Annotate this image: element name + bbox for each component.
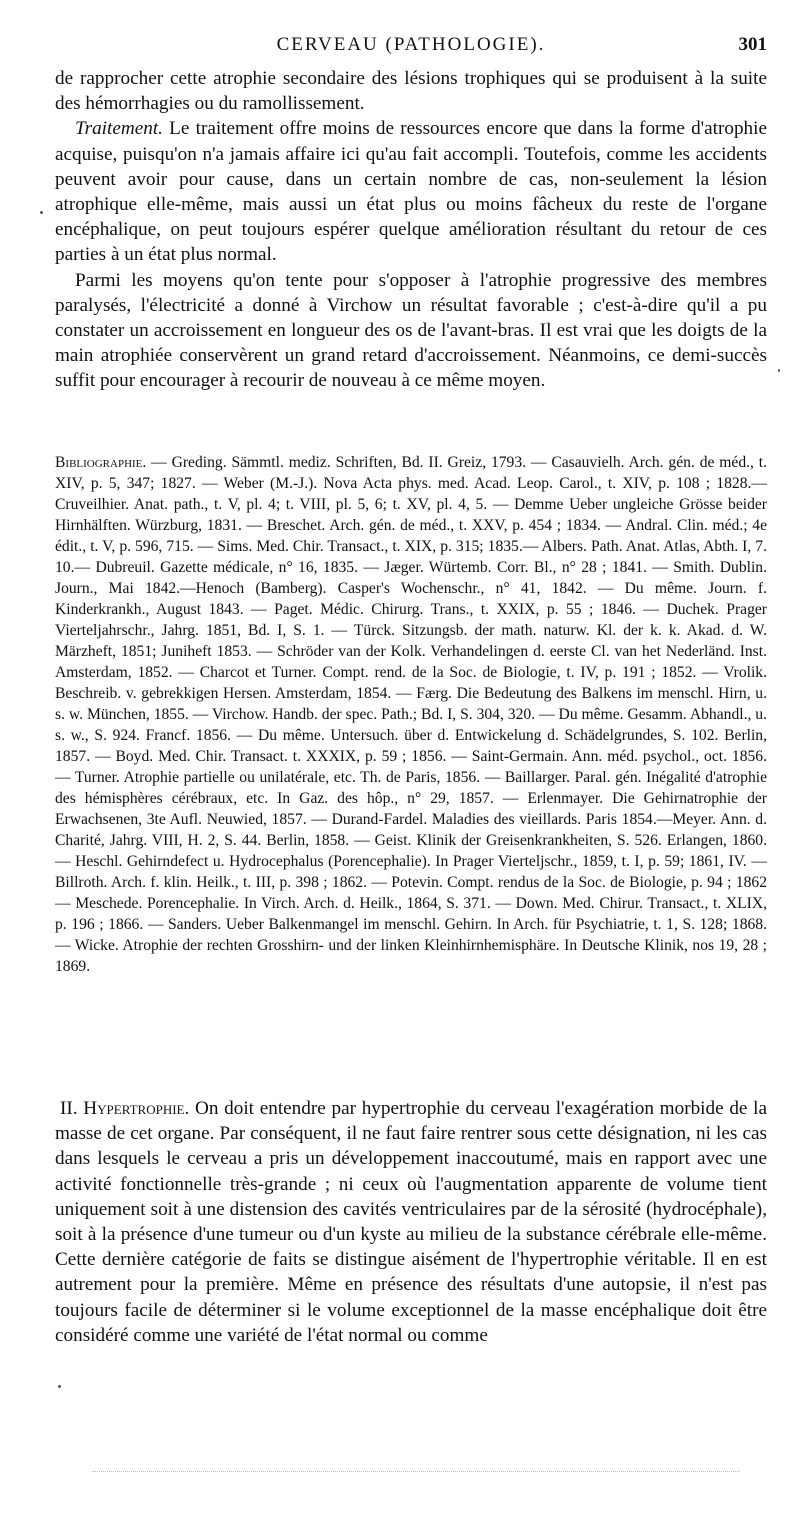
page-number: 301 (738, 34, 767, 55)
paragraph-treatment (55, 116, 767, 267)
ink-speck (778, 369, 780, 372)
bibliography-label: Bibliographie. (55, 454, 147, 471)
section-text: On doit entendre par hypertrophie du cerveau l'exagération morbide de la masse de cet organe. Par conséquent, il ne faut faire rentrer sous cette désignation, ni les cas dans lesquels le cerveau a pris un développement inaccoutumé, mais en rapport avec une activité fonctionnelle très-grande ; ni ceux où l'augmentation apparente de volume tient uniquement soit à une distension des cavités ventriculaires par de la sérosité (hydrocéphale), soit à la présence d'une tumeur ou d'un kyste au milieu de la substance cérébrale elle-même. Cette dernière catégorie de faits se distingue aisément de l'hypertrophie véritable. Il en est autrement pour la première. Même en présence des résultats d'une autopsie, il n'est pas toujours facile de déterminer si le volume exceptionnel de la masse encéphalique doit être considéré comme une variété de l'état normal ou comme (55, 1098, 767, 1346)
running-title: CERVEAU (PATHOLOGIE). (276, 34, 546, 55)
treatment-text: Le traitement offre moins de ressources encore que dans la forme d'atrophie acquise, puisqu'on n'a jamais affaire ici qu'au fait accompli. Toutefois, comme les accidents peuvent avoir pour cause, dans un certain nombre de cas, non-seulement la lésion atrophique elle-même, mais aussi un état plus ou moins fâcheux du reste de l'organe encéphalique, on peut toujours espérer quelque amélioration résultant du retour de ces parties à un état plus normal. (55, 118, 767, 266)
treatment-label: Traitement. (75, 118, 163, 140)
scan-artifact-line (92, 1471, 740, 1472)
page-header (55, 34, 767, 60)
ink-speck (58, 1385, 61, 1388)
bibliography-text: — Greding. Sämmtl. mediz. Schriften, Bd. II. Greiz, 1793. — Casauvielh. Arch. gén. de méd., t. XIV, p. 5, 347; 1827. — Weber (M.-J.). Nova Acta phys. med. Acad. Leop. Carol., t. XIV, p. 108 ; 1828.— Cruveilhier. Anat. path., t. V, pl. 4; t. VIII, pl. 5, 6; t. XV, pl. 4, 5. — Demme Ueber ungleiche Grösse beider Hirnhälften. Würzburg, 1831. — Breschet. Arch. gén. de méd., t. XXV, p. 454 ; 1834. — Andral. Clin. méd.; 4e édit., t. V, p. 596, 715. — Sims. Med. Chir. Transact., t. XIX, p. 315; 1835.— Albers. Path. Anat. Atlas, Abth. I, 7. 10.— Dubreuil. Gazette médicale, n° 16, 1835. — Jæger. Würtemb. Corr. Bl., n° 28 ; 1841. — Smith. Dublin. Journ., Mai 1842.—Henoch (Bamberg). Casper's Wochenschr., n° 41, 1842. — Du même. Journ. f. Kinderkrankh., August 1843. — Paget. Médic. Chirurg. Trans., t. XXIX, p. 55 ; 1846. — Duchek. Prager Vierteljahrschr., Jahrg. 1851, Bd. I, S. 1. — Türck. Sitzungsb. der math. naturw. Kl. der k. k. Akad. d. W. Märzheft, 1851; Juniheft 1853. — Schröder van der Kolk. Verhandelingen d. eerste Cl. van het Nederländ. Inst. Amsterdam, 1852. — Charcot et Turner. Compt. rend. de la Soc. de Biologie, t. IV, p. 191 ; 1852. — Vrolik. Beschreib. v. gebrekkigen Hersen. Amsterdam, 1854. — Færg. Die Bedeutung des Balkens im menschl. Hirn, u. s. w. München, 1855. — Virchow. Handb. der spec. Path.; Bd. I, S. 304, 320. — Du même. Gesamm. Abhandl., u. s. w., S. 924. Francf. 1856. — Du même. Untersuch. über d. Entwickelung d. Schädelgrundes, S. 102. Berlin, 1857. — Boyd. Med. Chir. Transact. t. XXXIX, p. 59 ; 1856. — Saint-Germain. Ann. méd. psychol., oct. 1856. — Turner. Atrophie partielle ou unilatérale, etc. Th. de Paris, 1856. — Baillarger. Paral. gén. Inégalité d'atrophie des hémisphères cérébraux, etc. In Gaz. des hôp., n° 29, 1857. — Erlenmayer. Die Gehirnatrophie der Erwachsenen, 3te Aufl. Neuwied, 1857. — Durand-Fardel. Maladies des vieillards. Paris 1854.—Meyer. Ann. d. Charité, Jahrg. VIII, H. 2, S. 44. Berlin, 1858. — Geist. Klinik der Greisenkrankheiten, S. 526. Erlangen, 1860. — Heschl. Gehirndefect u. Hydrocephalus (Porencephalie). In Prager Vierteljschr., 1859, t. I, p. 59; 1861, IV. — Billroth. Arch. f. klin. Heilk., t. III, p. 398 ; 1862. — Potevin. Compt. rendus de la Soc. de Biologie, p. 94 ; 1862 — Meschede. Porencephalie. In Virch. Arch. d. Heilk., 1864, S. 371. — Down. Med. Chirur. Transact., t. XLIX, p. 196 ; 1866. — Sanders. Ueber Balkenmangel im menschl. Gehirn. In Arch. für Psychiatrie, t. 1, S. 128; 1868. — Wicke. Atrophie der rechten Grosshirn- und der linken Kleinhirnhemisphäre. In Deutsche Klinik, nos 19, 28 ; 1869. (55, 454, 767, 975)
paragraph-electricity: Parmi les moyens qu'on tente pour s'opposer à l'atrophie progressive des membres paralysés, l'électricité a donné à Virchow un résultat favorable ; c'est-à-dire qu'il a pu constater un accroissement en longueur des os de l'avant-bras. Il est vrai que les doigts de la main atrophiée conservèrent un grand retard d'accroissement. Néanmoins, ce demi-succès suffit pour encourager à recourir de nouveau à ce même moyen. (55, 269, 767, 392)
ink-speck (40, 211, 43, 214)
main-text (55, 66, 767, 394)
paragraph-continuation: de rapprocher cette atrophie secondaire des lésions trophiques qui se produisent à la suite des hémorrhagies ou du ramollissement. (55, 68, 767, 115)
bibliography (55, 452, 767, 977)
section-hypertrophy (55, 1096, 767, 1348)
section-heading: Hypertrophie. (83, 1098, 190, 1119)
section-number: II. (60, 1098, 84, 1119)
